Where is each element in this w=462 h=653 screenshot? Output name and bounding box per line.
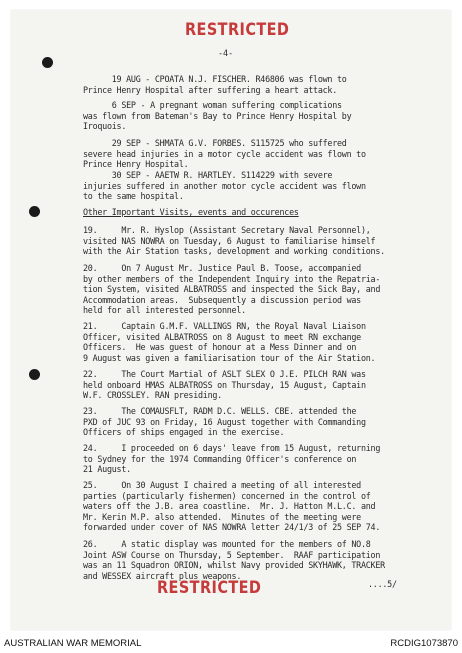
archive-name: AUSTRALIAN WAR MEMORIAL (4, 638, 142, 649)
paragraph-23: 23. The COMAUSFLT, RADM D.C. WELLS. CBE. attended the PXD of JUC 93 on Friday, 16 August together with Commanding Officers of ships engaged in the exercise. (83, 406, 366, 437)
paragraph-30-sep: 30 SEP - AAETW R. HARTLEY. S114229 with severe injuries suffered in another motor cycle accident was flown to the same hospital. (83, 170, 366, 201)
archive-footer (0, 634, 462, 653)
punch-hole (29, 206, 40, 217)
page-number: -4- (218, 48, 234, 58)
restricted-stamp-bottom: RESTRICTED (157, 578, 262, 598)
punch-hole (42, 57, 53, 68)
paragraph-20: 20. On 7 August Mr. Justice Paul B. Toose, accompanied by other members of the Independent Inquiry into the Repatria- tion System, visited ALBATROSS and inspected the Sick Bay, and Accommodation areas. Subsequently a discussion period was held for all interested personnel. (83, 263, 381, 315)
paragraph-26: 26. A static display was mounted for the members of NO.8 Joint ASW Course on Thursday, 5 September. RAAF participation was an 11 Squadron ORION, whilst Navy provided SKYHAWK, TRACKER and WESSEX aircraft plus weapons. (83, 539, 385, 581)
record-id: RCDIG1073870 (390, 638, 458, 649)
section-heading: Other Important Visits, events and occurences (83, 207, 299, 217)
restricted-stamp-top: RESTRICTED (185, 20, 290, 40)
document-page (11, 10, 451, 630)
punch-hole (29, 369, 40, 380)
paragraph-29-sep: 29 SEP - SHMATA G.V. FORBES. S115725 who suffered severe head injuries in a motor cycle accident was flown to Prince Henry Hospital. (83, 138, 366, 169)
continuation-marker: ....5/ (368, 579, 397, 589)
paragraph-6-sep: 6 SEP - A pregnant woman suffering complications was flown from Bateman's Bay to Prince Henry Hospital by Iroquois. (83, 100, 352, 131)
paragraph-19: 19. Mr. R. Hyslop (Assistant Secretary Naval Personnel), visited NAS NOWRA on Tuesday, 6 August to familiarise himself with the Air Station tasks, development and working conditions. (83, 225, 385, 256)
paragraph-25: 25. On 30 August I chaired a meeting of all interested parties (particularly fishermen) concerned in the control of waters off the J.B. area coastline. Mr. J. Hatton M.L.C. and Mr. Kerin M.P. also attended. Minutes of the meeting were forwarded under cover of NAS NOWRA letter 24/1/3 of 25 SEP 74. (83, 480, 381, 532)
paragraph-22: 22. The Court Martial of ASLT SLEX O J.E. PILCH RAN was held onboard HMAS ALBATROSS on Thursday, 15 August, Captain W.F. CROSSLEY. RAN presiding. (83, 369, 366, 400)
paragraph-19-aug: 19 AUG - CPOATA N.J. FISCHER. R46806 was flown to Prince Henry Hospital after suffering a heart attack. (83, 74, 347, 95)
paragraph-21: 21. Captain G.M.F. VALLINGS RN, the Royal Naval Liaison Officer, visited ALBATROSS on 8 August to meet RN exchange Officers. He was guest of honour at a Mess Dinner and on 9 August was given a familiarisation tour of the Air Station. (83, 321, 376, 363)
paragraph-24: 24. I proceeded on 6 days' leave from 15 August, returning to Sydney for the 1974 Commanding Officer's conference on 21 August. (83, 443, 381, 474)
